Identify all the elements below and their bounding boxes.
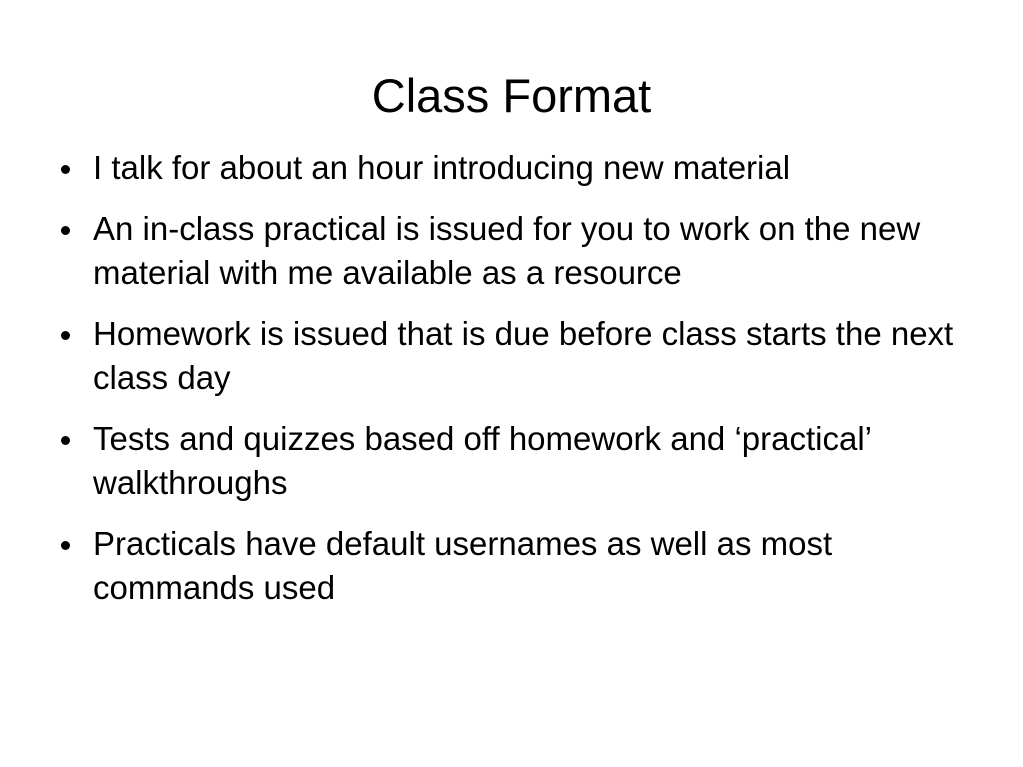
bullet-icon [61, 226, 70, 235]
bullet-item [58, 207, 988, 295]
bullet-list [58, 146, 988, 627]
bullet-text: Homework is issued that is due before class starts the next class day [93, 315, 954, 396]
bullet-item [58, 146, 988, 190]
bullet-item [58, 312, 988, 400]
bullet-text: An in-class practical is issued for you to work on the new material with me available as a resource [93, 210, 921, 291]
bullet-icon [61, 165, 70, 174]
bullet-text: Practicals have default usernames as well as most commands used [93, 525, 833, 606]
bullet-icon [61, 541, 70, 550]
bullet-text: I talk for about an hour introducing new material [93, 149, 791, 186]
slide-title: Class Format [371, 69, 652, 122]
bullet-icon [61, 331, 70, 340]
bullet-text: Tests and quizzes based off homework and ‘practical’ walkthroughs [93, 420, 871, 501]
bullet-icon [61, 436, 70, 445]
bullet-item [58, 417, 988, 505]
bullet-item [58, 522, 988, 610]
